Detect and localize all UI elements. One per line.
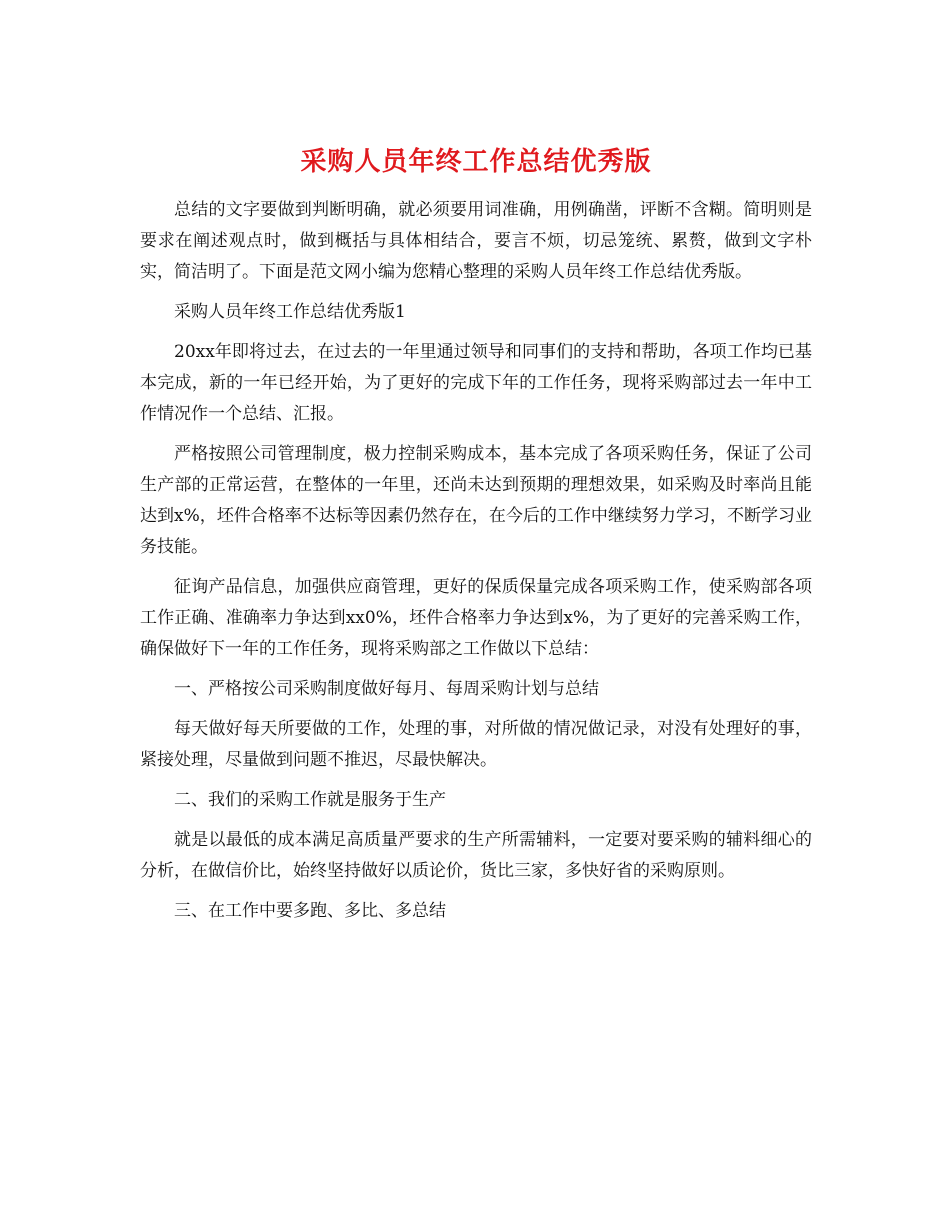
subheading-3: 三、在工作中要多跑、多比、多总结 — [174, 901, 446, 921]
subheading-1: 一、严格按公司采购制度做好每月、每周采购计划与总结 — [174, 679, 599, 699]
paragraph: 征询产品信息，加强供应商管理，更好的保质保量完成各项采购工作，使采购部各项工作正确、准确率力争达到xx0%，坯件合格率力争达到x%，为了更好的完善采购工作，确保做好下一年的工作任务，现将采购部之工作做以下总结： — [140, 577, 812, 659]
intro-paragraph: 总结的文字要做到判断明确，就必须要用词准确，用例确凿，评断不含糊。简明则是要求在阐述观点时，做到概括与具体相结合，要言不烦，切忌笼统、累赘，做到文字朴实，简洁明了。下面是范文网小编为您精心整理的采购人员年终工作总结优秀版。 — [140, 200, 812, 282]
paragraph: 就是以最低的成本满足高质量严要求的生产所需辅料，一定要对要采购的辅料细心的分析，在做信价比，始终坚持做好以质论价，货比三家，多快好省的采购原则。 — [140, 830, 812, 881]
document-body — [140, 195, 812, 936]
paragraph: 20xx年即将过去，在过去的一年里通过领导和同事们的支持和帮助，各项工作均已基本完成，新的一年已经开始，为了更好的完成下年的工作任务，现将采购部过去一年中工作情况作一个总结、汇报。 — [140, 342, 812, 424]
section-heading-1: 采购人员年终工作总结优秀版1 — [174, 302, 406, 322]
paragraph: 严格按照公司管理制度，极力控制采购成本，基本完成了各项采购任务，保证了公司生产部的正常运营，在整体的一年里，还尚未达到预期的理想效果，如采购及时率尚且能达到x%，坯件合格率不达标等因素仍然存在，在今后的工作中继续努力学习，不断学习业务技能。 — [140, 444, 812, 557]
paragraph: 每天做好每天所要做的工作，处理的事，对所做的情况做记录，对没有处理好的事，紧接处理，尽量做到问题不推迟，尽最快解决。 — [140, 719, 812, 770]
document-title: 采购人员年终工作总结优秀版 — [300, 147, 652, 177]
subheading-2: 二、我们的采购工作就是服务于生产 — [174, 790, 446, 810]
